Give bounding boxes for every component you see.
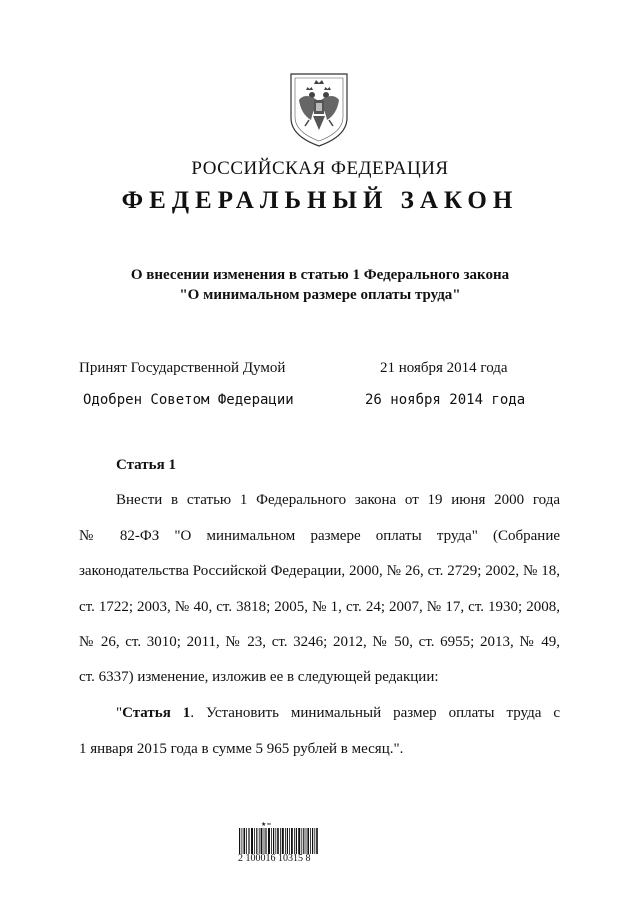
law-subject-line-1: О внесении изменения в статью 1 Федерального закона xyxy=(130,267,510,283)
document-type-title: ФЕДЕРАЛЬНЫЙ ЗАКОН xyxy=(121,187,519,214)
approved-label: Одобрен Советом Федерации xyxy=(83,392,294,408)
article-text-line: ст. 6337) изменение, изложив ее в следующей редакции: xyxy=(79,669,439,685)
law-subject xyxy=(0,265,640,305)
article-quote-line-2: 1 января 2015 года в сумме 5 965 рублей в месяц.". xyxy=(79,741,404,757)
adopted-date: 21 ноября 2014 года xyxy=(380,360,508,376)
quote-article-label: Статья 1 xyxy=(122,705,191,721)
svg-text:★≈: ★≈ xyxy=(261,821,272,828)
article-heading: Статья 1 xyxy=(116,457,176,473)
barcode-number: 2 100016 10315 8 xyxy=(238,853,311,864)
article-text-line: № 26, ст. 3010; 2011, № 23, ст. 3246; 2012, № 50, ст. 6955; 2013, № 49, xyxy=(79,634,560,650)
article-text-line: № 82-ФЗ "О минимальном размере оплаты труда" (Собрание xyxy=(79,528,560,544)
quote-mark: " xyxy=(116,705,123,721)
law-subject-line-2: "О минимальном размере оплаты труда" xyxy=(179,287,461,303)
article-text-line: Внести в статью 1 Федерального закона от 19 июня 2000 года xyxy=(116,492,560,508)
article-quote-line-1 xyxy=(116,705,560,722)
country-name: РОССИЙСКАЯ ФЕДЕРАЦИЯ xyxy=(191,158,449,179)
barcode xyxy=(239,820,319,854)
article-text-line: законодательства Российской Федерации, 2000, № 26, ст. 2729; 2002, № 18, xyxy=(79,563,560,579)
adopted-label: Принят Государственной Думой xyxy=(79,360,286,376)
quote-text: . Установить минимальный размер оплаты труда с xyxy=(190,705,560,721)
coat-of-arms-emblem xyxy=(287,70,351,148)
article-text-line: ст. 1722; 2003, № 40, ст. 3818; 2005, № 1, ст. 24; 2007, № 17, ст. 1930; 2008, xyxy=(79,599,560,615)
approved-date: 26 ноября 2014 года xyxy=(365,392,526,408)
